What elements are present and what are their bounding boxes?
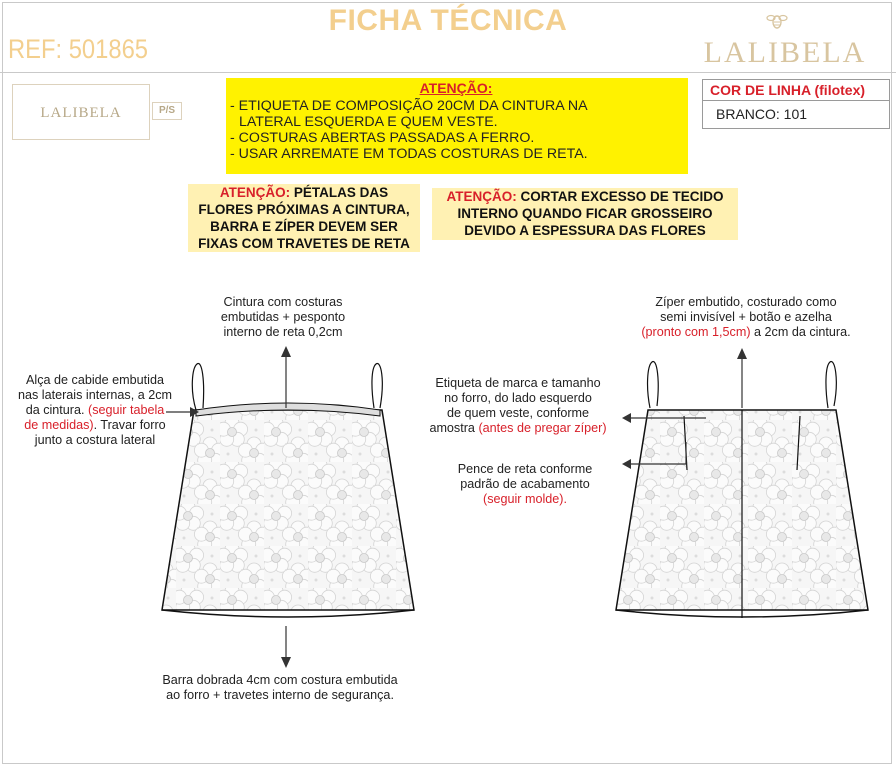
annotation-line: de quem veste, conforme bbox=[446, 406, 590, 420]
annotation-line: ao forro + travetes interno de segurança. bbox=[166, 688, 394, 702]
annotation-hanger-loop bbox=[0, 373, 190, 448]
size-label-sample: P/S bbox=[152, 102, 182, 120]
annotation-waist bbox=[198, 295, 368, 340]
annotation-line: no forro, do lado esquerdo bbox=[444, 391, 592, 405]
brand-logo: LALIBELA bbox=[703, 36, 867, 69]
page-title: FICHA TÉCNICA bbox=[328, 4, 568, 37]
annotation-line: Pence de reta conforme bbox=[457, 462, 593, 476]
annotation-line: junto a costura lateral bbox=[34, 433, 156, 447]
annotation-highlight: (seguir tabela bbox=[88, 403, 165, 417]
annotation-highlight: de medidas) bbox=[24, 418, 94, 432]
annotation-line: Cintura com costuras bbox=[223, 295, 343, 309]
annotation-highlight: (pronto com 1,5cm) bbox=[641, 325, 751, 339]
annotation-line: embutidas + pesponto bbox=[220, 310, 346, 324]
annotation-line: Zíper embutido, costurado como bbox=[655, 295, 837, 309]
annotation-line: semi invisível + botão e azelha bbox=[660, 310, 832, 324]
annotation-brand-label bbox=[412, 376, 624, 436]
annotation-line: da cintura. bbox=[25, 403, 88, 417]
annotation-line: Etiqueta de marca e tamanho bbox=[435, 376, 601, 390]
annotation-line: padrão de acabamento bbox=[460, 477, 590, 491]
front-skirt bbox=[162, 363, 414, 617]
annotation-line: interno de reta 0,2cm bbox=[223, 325, 343, 339]
annotation-line: a 2cm da cintura. bbox=[750, 325, 851, 339]
annotation-line: . Travar forro bbox=[93, 418, 166, 432]
brand-label-sample: LALIBELA bbox=[12, 84, 150, 140]
annotation-hem bbox=[130, 673, 430, 703]
attention-item: LATERAL ESQUERDA E QUEM VESTE. bbox=[239, 114, 498, 130]
note-line: FLORES PRÓXIMAS A CINTURA, bbox=[198, 202, 410, 217]
annotation-highlight: (seguir molde). bbox=[483, 492, 567, 506]
annotation-line: nas laterais internas, a 2cm bbox=[18, 388, 172, 402]
attention-item: - ETIQUETA DE COMPOSIÇÃO 20CM DA CINTURA NA bbox=[230, 98, 588, 114]
thread-color-title: COR DE LINHA (filotex) bbox=[710, 82, 866, 98]
annotation-line: amostra bbox=[429, 421, 479, 435]
note-prefix: ATENÇÃO: bbox=[219, 185, 291, 200]
thread-color-value: BRANCO: 101 bbox=[716, 106, 808, 122]
note-line: FIXAS COM TRAVETES DE RETA bbox=[198, 236, 410, 251]
note-line: INTERNO QUANDO FICAR GROSSEIRO bbox=[457, 206, 713, 221]
note-prefix: ATENÇÃO: bbox=[446, 189, 517, 204]
annotation-dart bbox=[440, 462, 610, 507]
annotation-zipper bbox=[612, 295, 880, 340]
note-line: DEVIDO A ESPESSURA DAS FLORES bbox=[464, 223, 706, 238]
attention-heading: ATENÇÃO: bbox=[419, 80, 493, 96]
attention-item: - USAR ARREMATE EM TODAS COSTURAS DE RETA. bbox=[230, 146, 588, 162]
annotation-highlight: (antes de pregar zíper) bbox=[478, 421, 607, 435]
reference-number: REF: 501865 bbox=[8, 34, 149, 64]
attention-item: - COSTURAS ABERTAS PASSADAS A FERRO. bbox=[230, 130, 535, 146]
annotation-line: Barra dobrada 4cm com costura embutida bbox=[162, 673, 398, 687]
note-line: BARRA E ZÍPER DEVEM SER bbox=[210, 219, 398, 234]
note-line: PÉTALAS DAS bbox=[290, 185, 389, 200]
annotation-line: Alça de cabide embutida bbox=[26, 373, 164, 387]
note-line: CORTAR EXCESSO DE TECIDO bbox=[516, 189, 724, 204]
